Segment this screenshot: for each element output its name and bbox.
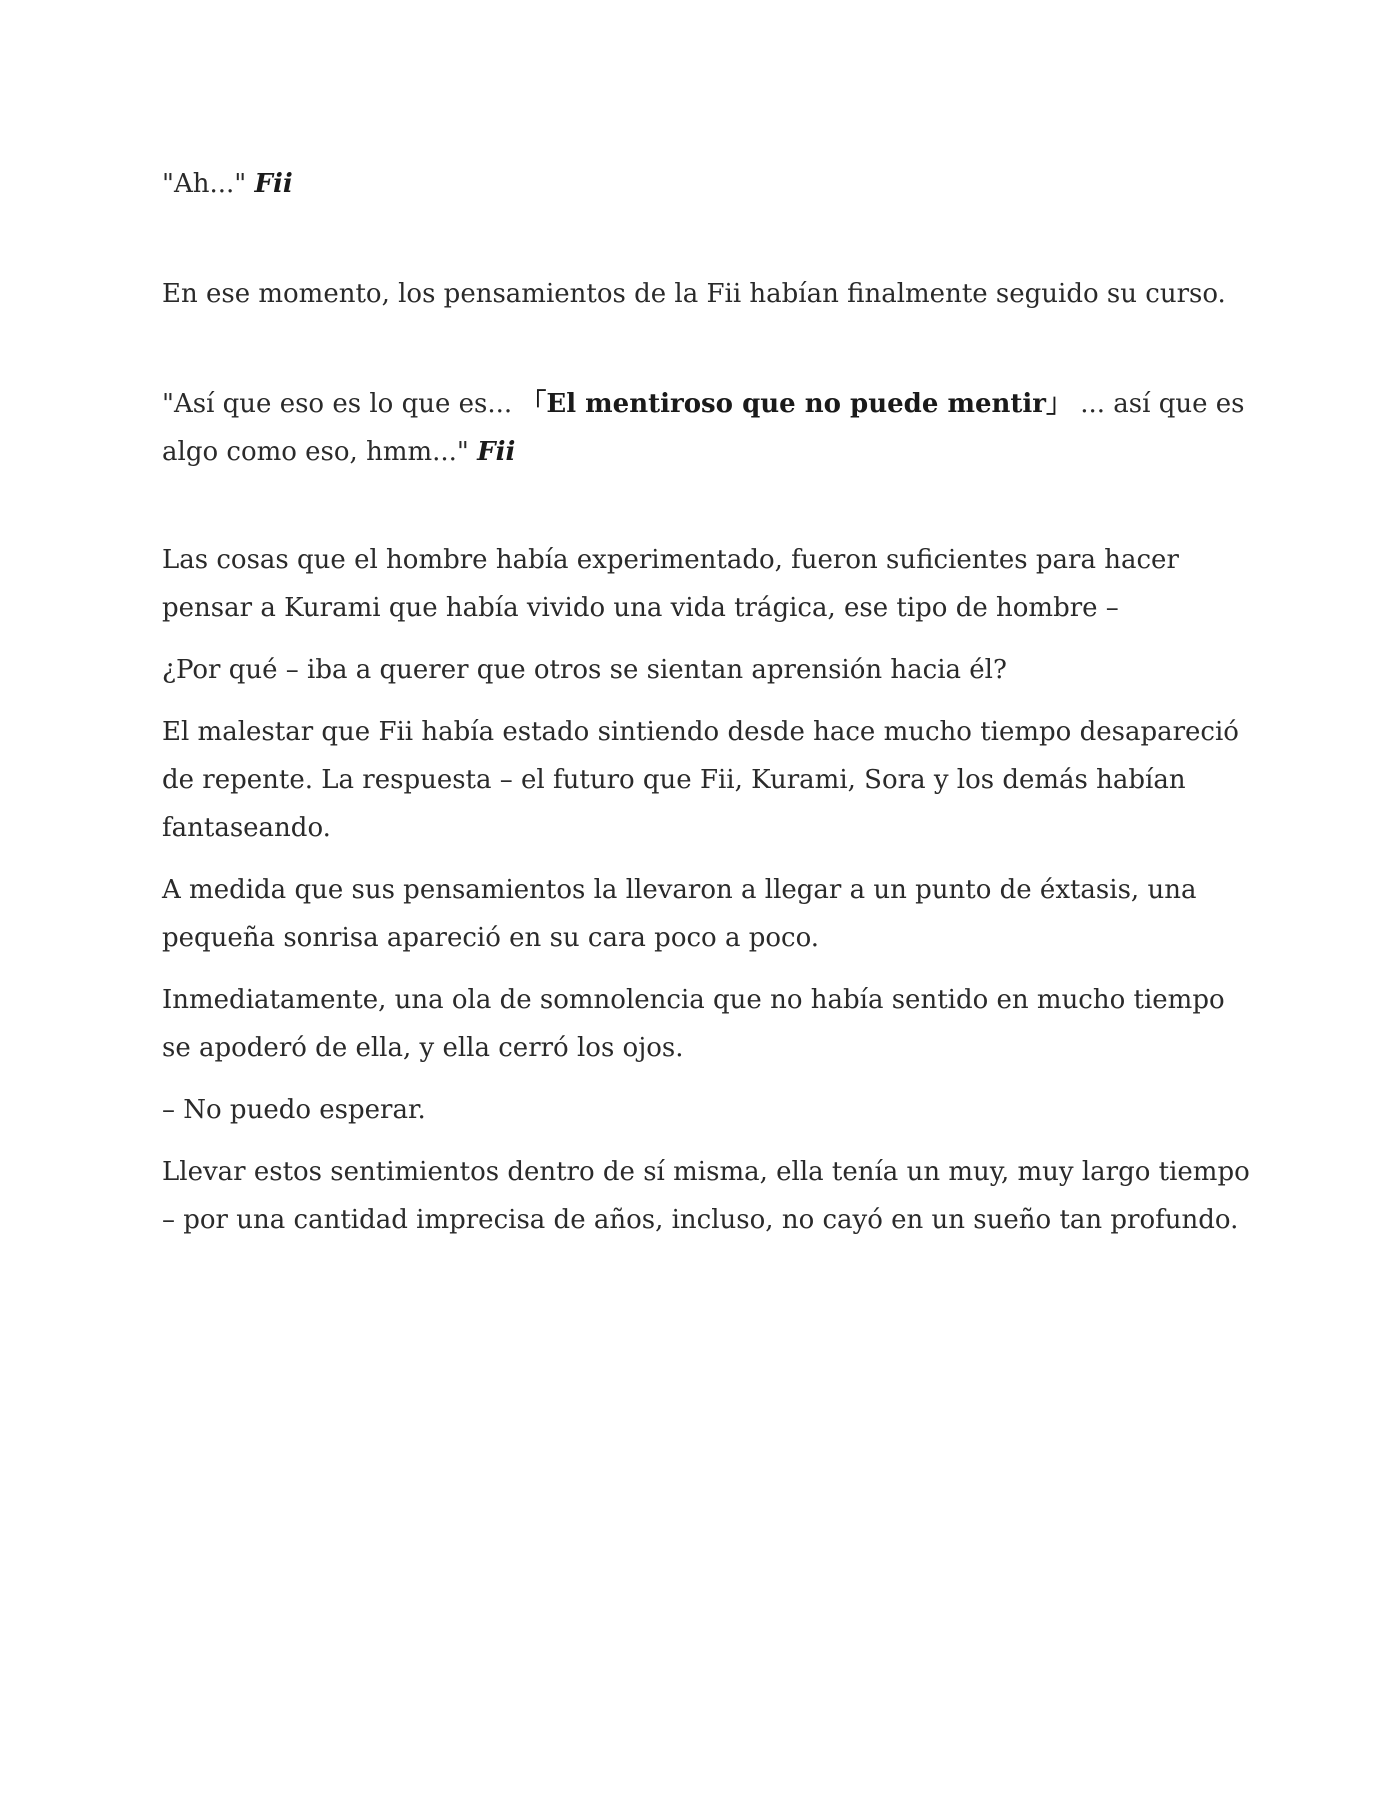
narration-paragraph-7 (162, 866, 1252, 962)
narration-paragraph-5 (162, 646, 1252, 694)
dialogue-text: "Ah..." (162, 169, 247, 199)
dialogue-text-before: "Así que eso es lo que es... (162, 389, 513, 419)
narration-text: Las cosas que el hombre había experimentado, fueron suficientes para hacer pensar a Kurami que había vivido una vida trágica, ese tipo de hombre – (162, 545, 1179, 623)
narration-text: ¿Por qué – iba a querer que otros se sientan aprensión hacia él? (162, 655, 1007, 685)
narration-paragraph-9 (162, 1086, 1252, 1134)
narration-text: Llevar estos sentimientos dentro de sí misma, ella tenía un muy, muy largo tiempo – por una cantidad imprecisa de años, incluso, no cayó en un sueño tan profundo. (162, 1157, 1250, 1235)
document-page (162, 160, 1252, 1244)
narration-text: – No puedo esperar. (162, 1095, 426, 1125)
narration-text: En ese momento, los pensamientos de la Fii habían finalmente seguido su curso. (162, 279, 1226, 309)
dialogue-paragraph-3 (162, 380, 1252, 476)
dialogue-paragraph-1 (162, 160, 1252, 208)
narration-paragraph-10 (162, 1148, 1252, 1244)
narration-text: A medida que sus pensamientos la llevaron a llegar a un punto de éxtasis, una pequeña sonrisa apareció en su cara poco a poco. (162, 875, 1197, 953)
narration-text: El malestar que Fii había estado sintiendo desde hace mucho tiempo desapareció de repente. La respuesta – el futuro que Fii, Kurami, Sora y los demás habían fantaseando. (162, 717, 1239, 843)
speaker-tag: Fii (254, 169, 293, 199)
dialogue-text-after: ... así que es algo como eso, hmm..." (162, 389, 1245, 467)
narration-paragraph-8 (162, 976, 1252, 1072)
narration-paragraph-2 (162, 270, 1252, 318)
narration-paragraph-6 (162, 708, 1252, 852)
narration-paragraph-4 (162, 536, 1252, 632)
narration-text: Inmediatamente, una ola de somnolencia que no había sentido en mucho tiempo se apoderó de ella, y ella cerró los ojos. (162, 985, 1225, 1063)
emphasized-phrase: 「El mentiroso que no puede mentir」 (520, 389, 1072, 419)
speaker-tag: Fii (477, 437, 516, 467)
